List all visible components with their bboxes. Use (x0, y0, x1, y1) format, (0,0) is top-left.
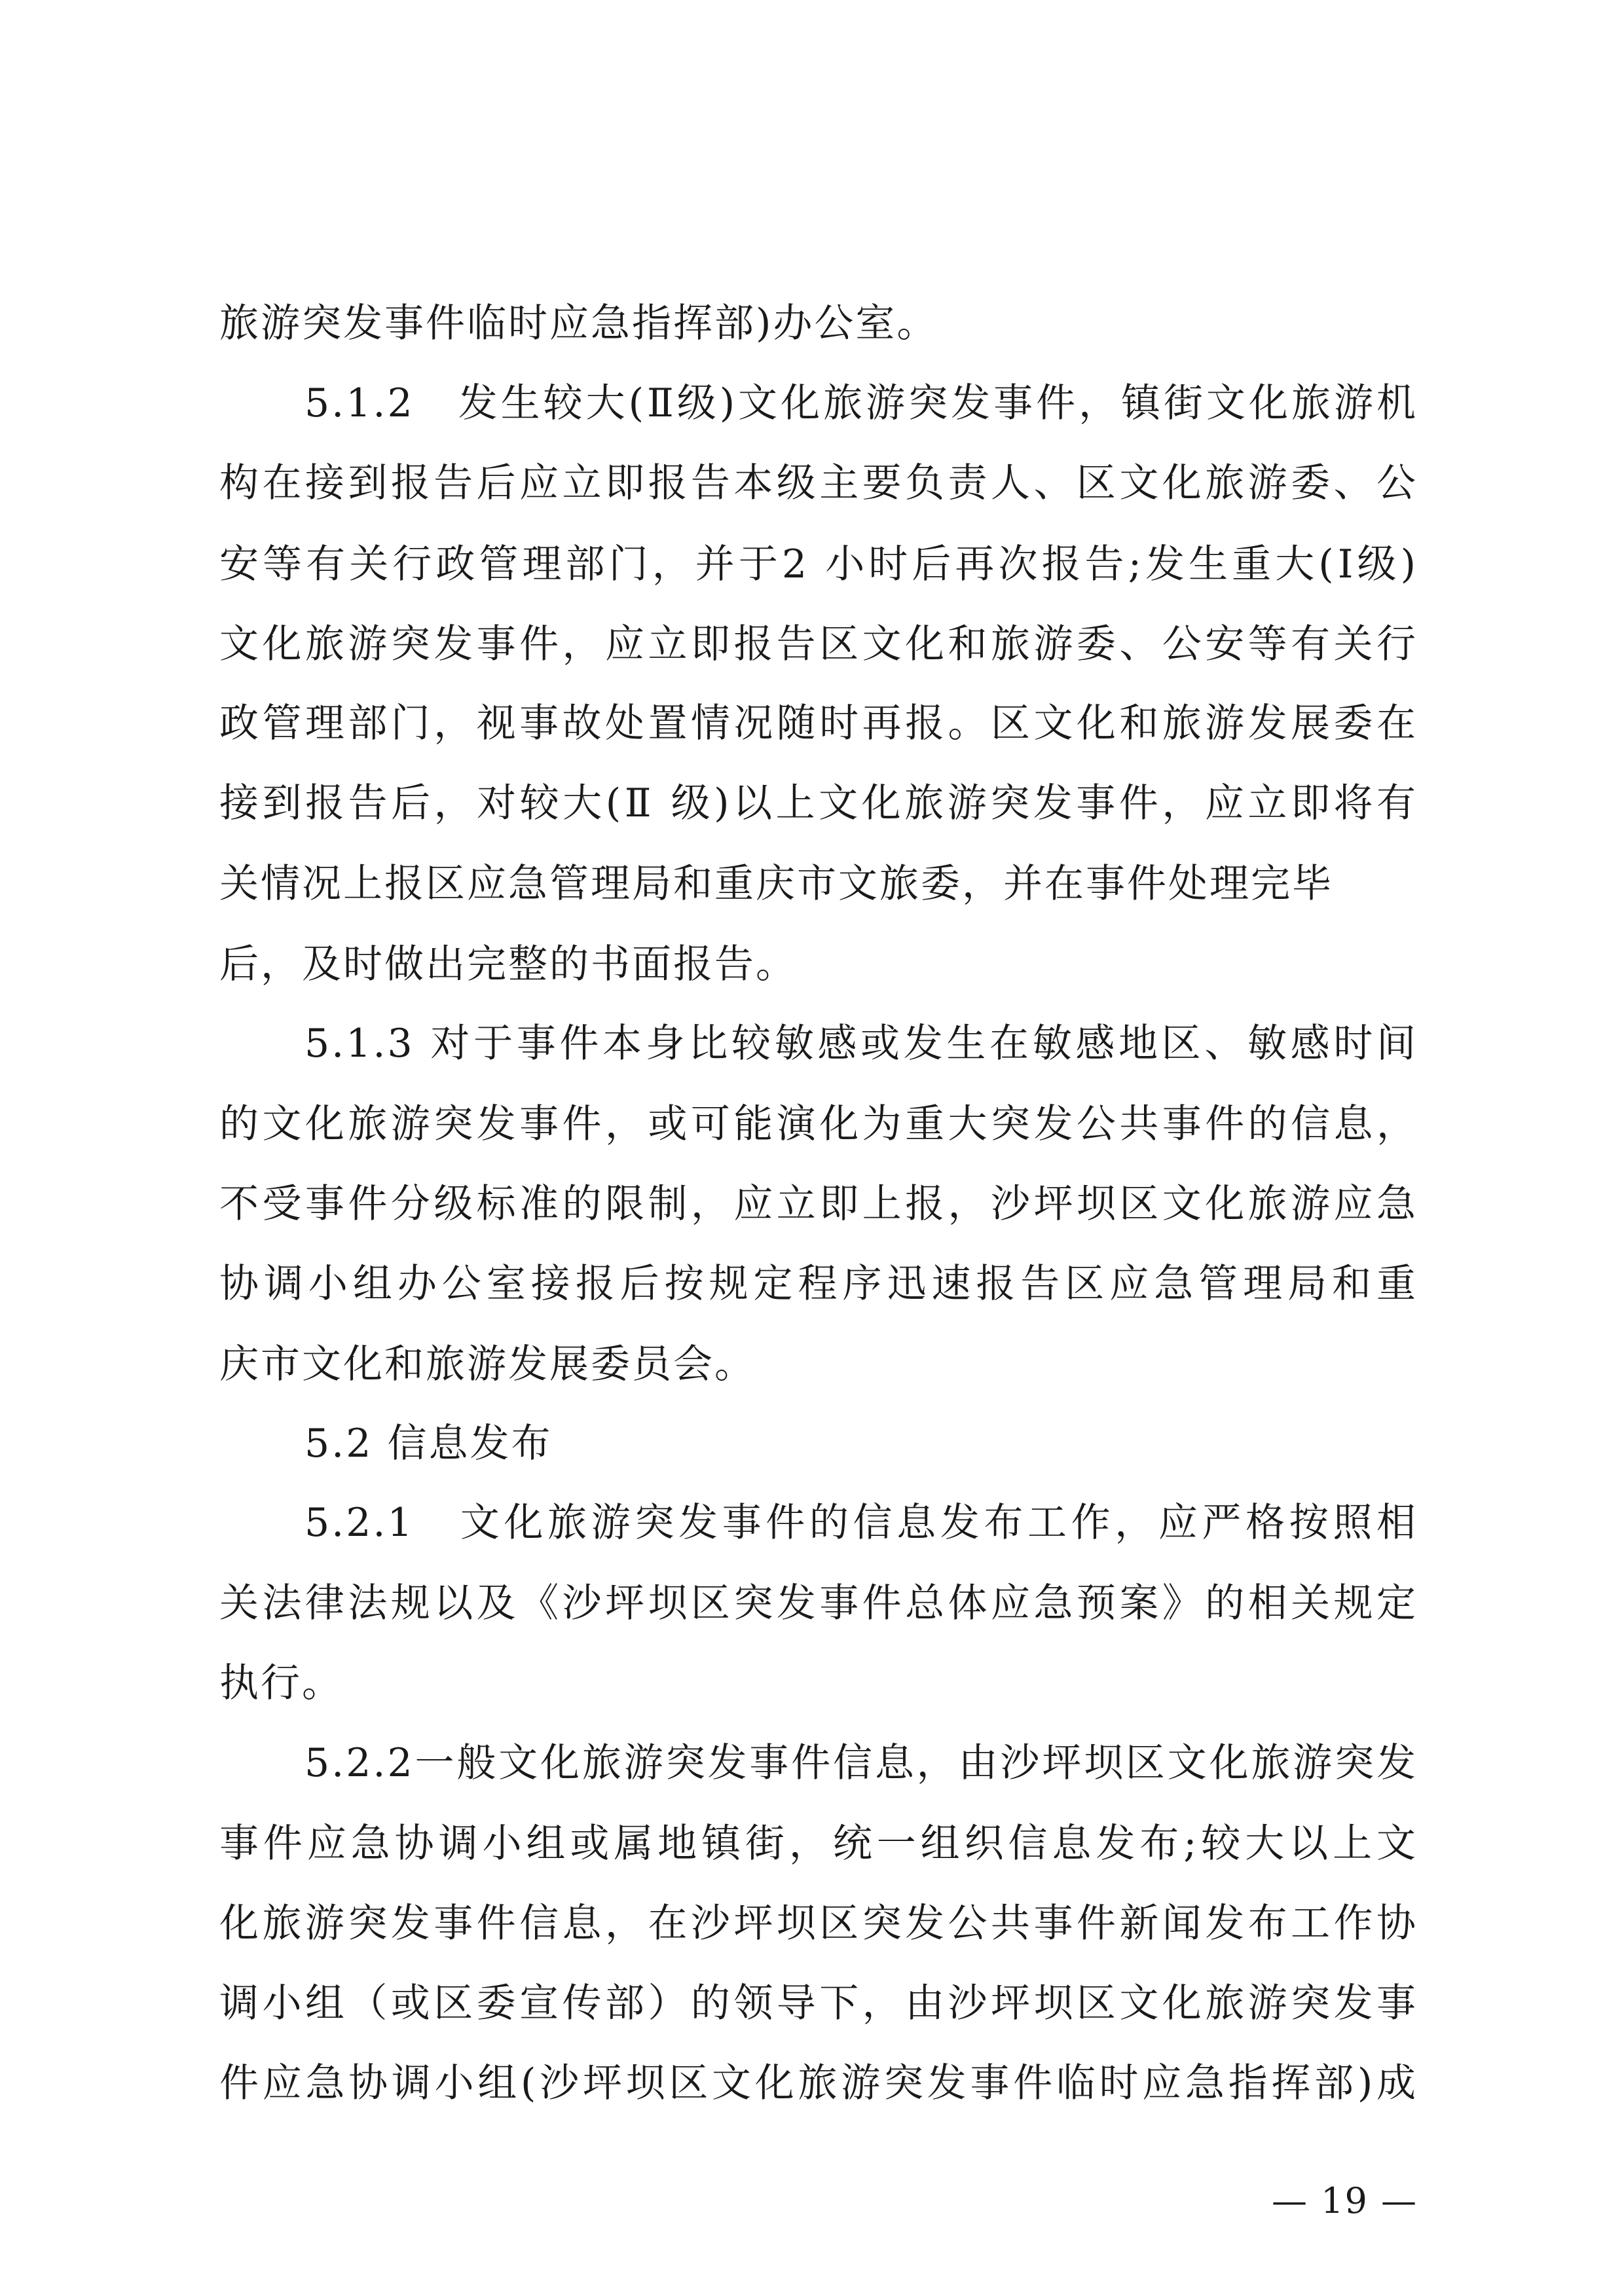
body-text-line: 政管理部门，视事故处置情况随时再报。区文化和旅游发展委在 (219, 701, 1418, 746)
body-text-line: 安等有关行政管理部门，并于2 小时后再次报告;发生重大(Ⅰ级) (219, 541, 1418, 587)
body-text-line: 旅游突发事件临时应急指挥部)办公室。 (219, 301, 938, 346)
body-text-line: 5.1.2 发生较大(Ⅱ级)文化旅游突发事件，镇街文化旅游机 (304, 380, 1418, 426)
body-text-line: 关法律法规以及《沙坪坝区突发事件总体应急预案》的相关规定 (219, 1580, 1418, 1626)
body-text-line: 庆市文化和旅游发展委员会。 (219, 1341, 756, 1387)
body-text-line: 5.2.2一般文化旅游突发事件信息，由沙坪坝区文化旅游突发 (304, 1740, 1418, 1786)
body-text-line: 的文化旅游突发事件，或可能演化为重大突发公共事件的信息， (219, 1101, 1418, 1147)
page-number: — 19 — (1271, 2180, 1418, 2221)
body-text-line: 构在接到报告后应立即报告本级主要负责人、区文化旅游委、公 (219, 460, 1418, 506)
section-heading: 5.2 信息发布 (304, 1421, 553, 1467)
body-text-line: 化旅游突发事件信息，在沙坪坝区突发公共事件新闻发布工作协 (219, 1901, 1418, 1946)
body-text-line: 文化旅游突发事件，应立即报告区文化和旅游委、公安等有关行 (219, 621, 1418, 667)
body-text-line: 调小组（或区委宣传部）的领导下，由沙坪坝区文化旅游突发事 (219, 1980, 1418, 2026)
body-text-line: 件应急协调小组(沙坪坝区文化旅游突发事件临时应急指挥部)成 (219, 2060, 1418, 2106)
body-text-line: 执行。 (219, 1660, 343, 1706)
body-text-line: 5.2.1 文化旅游突发事件的信息发布工作，应严格按照相 (304, 1500, 1418, 1546)
body-text-line: 5.1.3 对于事件本身比较敏感或发生在敏感地区、敏感时间 (304, 1021, 1418, 1066)
body-text-line: 协调小组办公室接报后按规定程序迅速报告区应急管理局和重 (219, 1261, 1418, 1307)
body-text-line: 事件应急协调小组或属地镇街，统一组织信息发布;较大以上文 (219, 1821, 1418, 1867)
body-text-line: 后，及时做出完整的书面报告。 (219, 941, 797, 987)
body-text-line: 接到报告后，对较大(Ⅱ 级)以上文化旅游突发事件，应立即将有 (219, 780, 1418, 826)
body-text-line: 不受事件分级标准的限制，应立即上报，沙坪坝区文化旅游应急 (219, 1181, 1418, 1227)
body-text-line: 关情况上报区应急管理局和重庆市文旅委，并在事件处理完毕 (219, 861, 1333, 907)
